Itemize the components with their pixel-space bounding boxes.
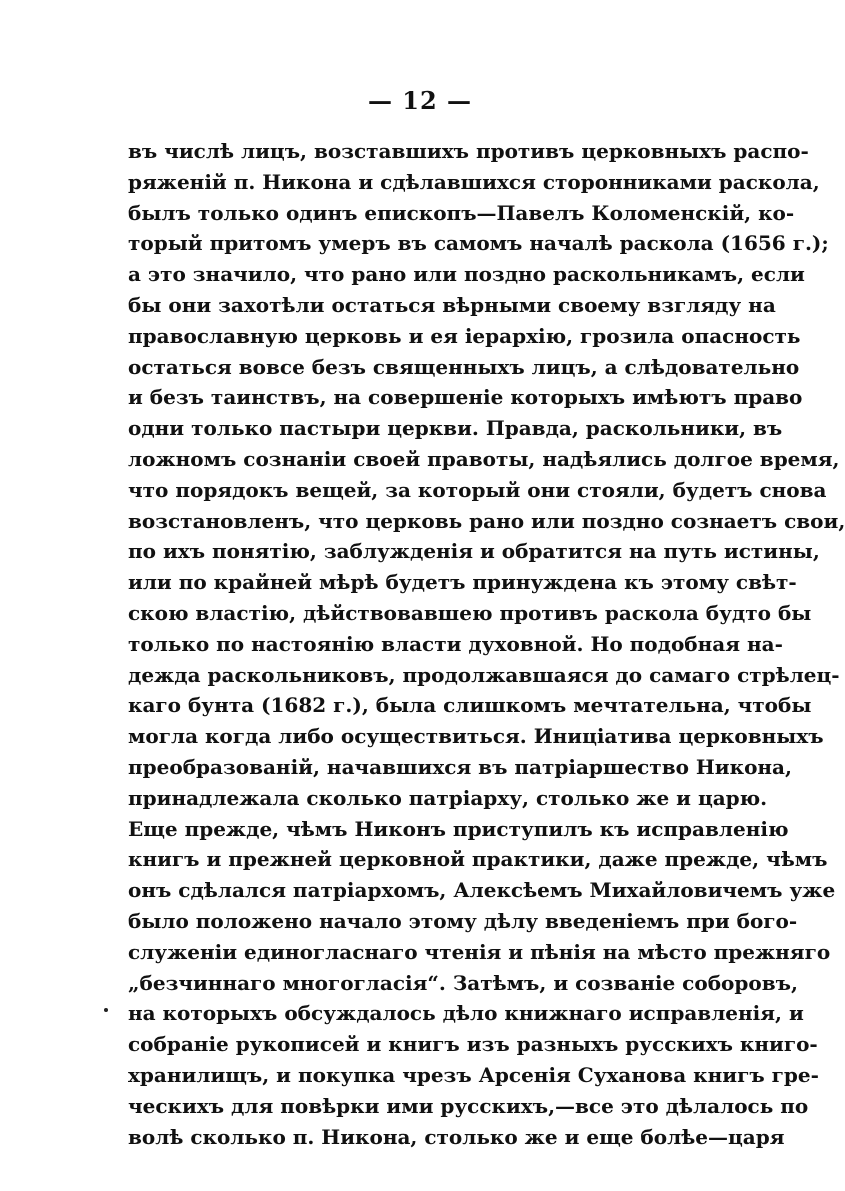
text-line: возстановленъ, что церковь рано или поздно сознаетъ свои, [128, 508, 845, 533]
text-line: „безчиннаго многогласія“. Затѣмъ, и созваніе соборовъ, [128, 970, 798, 995]
text-line: въ числѣ лицъ, возставшихъ противъ церковныхъ распо- [128, 139, 809, 163]
text-line: по ихъ понятію, заблужденія и обратится на путь истины, [128, 539, 820, 564]
ink-speck [104, 1008, 108, 1012]
text-line: собраніе рукописей и книгъ изъ разныхъ русскихъ книго- [128, 1032, 818, 1057]
text-line: скою властію, дѣйствовавшею противъ раскола будто бы [128, 600, 812, 625]
text-line: ряженій п. Никона и сдѣлавшихся сторонниками раскола, [128, 169, 820, 194]
text-line: бы они захотѣли остаться вѣрными своему взгляду на [128, 292, 776, 317]
text-line: волѣ сколько п. Никона, столько же и еще болѣе—царя [128, 1124, 785, 1149]
text-line: ложномъ сознаніи своей правоты, надѣялись долгое время, [128, 446, 840, 471]
text-line: только по настоянію власти духовной. Но подобная на- [128, 631, 783, 656]
text-line: остаться вовсе безъ священныхъ лицъ, а слѣдовательно [128, 354, 800, 379]
text-line: былъ только одинъ епископъ—Павелъ Коломенскій, ко- [128, 200, 795, 225]
text-line: книгъ и прежней церковной практики, даже прежде, чѣмъ [128, 847, 828, 872]
text-line: одни только пастыри церкви. Правда, раскольники, въ [128, 416, 783, 441]
text-line: каго бунта (1682 г.), была слишкомъ мечтательна, чтобы [128, 693, 812, 718]
text-line: что порядокъ вещей, за который они стояли, будетъ снова [128, 477, 827, 502]
body-text [128, 136, 845, 1152]
text-line: служеніи единогласнаго чтенія и пѣнія на мѣсто прежняго [128, 939, 831, 964]
text-line: дежда раскольниковъ, продолжавшаяся до самаго стрѣлец- [128, 662, 840, 687]
text-line: торый притомъ умеръ въ самомъ началѣ раскола (1656 г.); [128, 231, 829, 256]
text-line: Еще прежде, чѣмъ Никонъ приступилъ къ исправленію [128, 816, 789, 841]
page-number: — 12 — [367, 86, 473, 115]
text-line: могла когда либо осуществиться. Иниціатива церковныхъ [128, 724, 824, 749]
text-line: онъ сдѣлался патріархомъ, Алексѣемъ Михайловичемъ уже [128, 878, 836, 903]
text-line: преобразованій, начавшихся въ патріаршество Никона, [128, 754, 792, 779]
text-line: принадлежала сколько патріарху, столько же и царю. [128, 785, 768, 810]
text-line: и безъ таинствъ, на совершеніе которыхъ имѣютъ право [128, 385, 803, 410]
text-line: было положено начало этому дѣлу введеніемъ при бого- [128, 908, 798, 933]
text-line: а это значило, что рано или поздно раскольникамъ, если [128, 262, 805, 287]
text-line: или по крайней мѣрѣ будетъ принуждена къ этому свѣт- [128, 570, 797, 595]
text-line: ческихъ для повѣрки ими русскихъ,—все это дѣлалось по [128, 1093, 809, 1118]
text-line: православную церковь и ея іерархію, грозила опасность [128, 323, 801, 348]
text-line: хранилищъ, и покупка чрезъ Арсенія Суханова книгъ гре- [128, 1062, 819, 1087]
text-line: на которыхъ обсуждалось дѣло книжнаго исправленія, и [128, 1001, 804, 1026]
